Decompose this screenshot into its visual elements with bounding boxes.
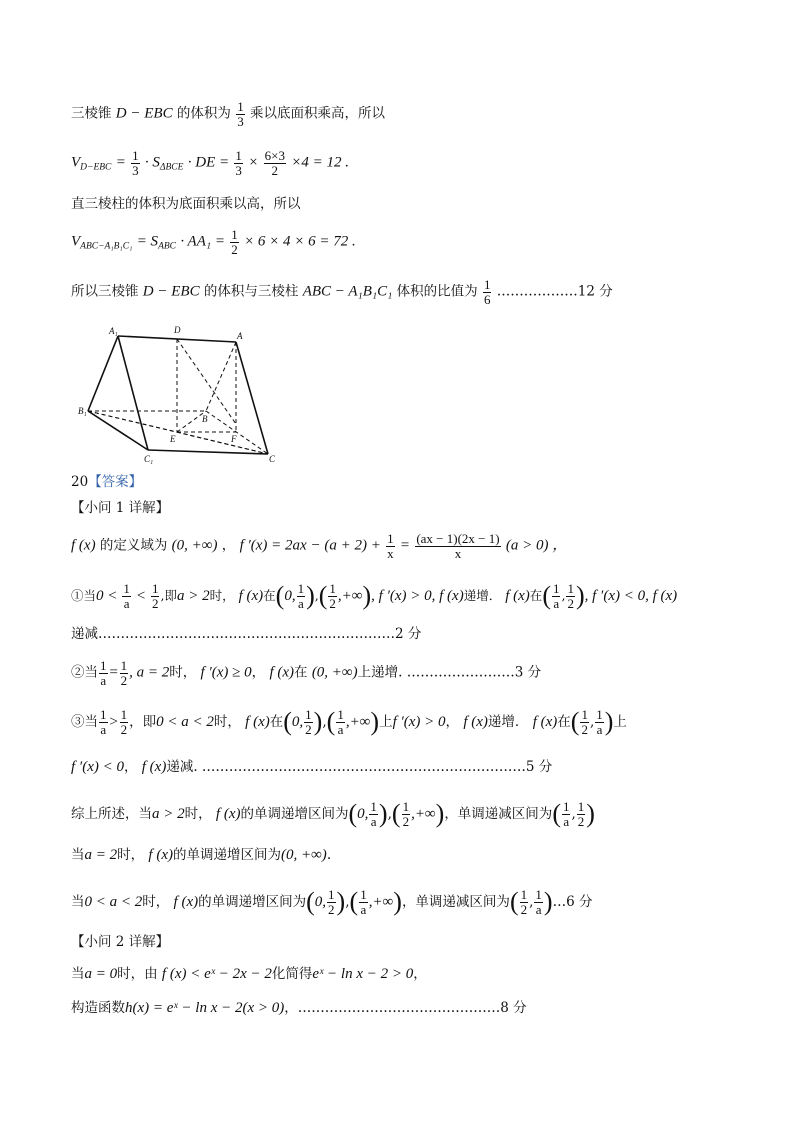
text: 在 — [263, 587, 276, 603]
case-3: ③当 $\frac{1}{a}$ > $\frac{1}{2}$ ，即0 < a < 2时， f (x)在(0, $\frac{1}{2}$ ),( $\frac{1}{a}$ ,+∞)上f ′(x) > 0， f (x)递增． f (x)在( $\frac{1}{2}$ , $\frac{1}{a}$ )上 — [71, 707, 627, 737]
text: ， — [221, 537, 236, 554]
bracket: ) — [362, 581, 372, 610]
math: 0 < a < 2 — [156, 713, 214, 730]
text: 时， — [117, 847, 145, 863]
question-20-heading — [71, 474, 142, 491]
text: 上 — [613, 713, 627, 730]
fraction: $\frac{1}{2}$ — [151, 581, 159, 611]
math: 0, — [357, 805, 369, 822]
math: (0, +∞) — [311, 664, 358, 681]
fraction: $\frac{1}{a}$ — [370, 799, 377, 829]
math: 0, — [284, 587, 296, 604]
math: ,+∞ — [345, 713, 371, 730]
fraction: $\frac{1}{a}$ — [123, 581, 130, 611]
part-2-header: 【小问 2 详解】 — [71, 934, 170, 950]
bracket: ) — [313, 707, 323, 736]
math: , f ′(x) > 0, f (x) — [371, 587, 464, 604]
math: , a = 2 — [129, 664, 170, 681]
case-1-decreasing: 递减…………………………………………………………2 分 — [71, 626, 422, 642]
label-e: E — [170, 434, 176, 444]
equation-prism-volume — [71, 228, 356, 256]
label-b1: B₁ — [78, 406, 87, 416]
math: f (x) — [269, 664, 295, 681]
fraction: $\frac{1}{2}$ — [567, 581, 574, 611]
bracket: ( — [283, 707, 292, 736]
fraction: $\frac{1}{a}$ — [297, 581, 305, 611]
text: 上 — [379, 713, 393, 730]
math: 0, — [314, 893, 327, 910]
text: , — [314, 587, 319, 603]
text: 的体积与三棱柱 — [203, 283, 299, 300]
math: f (x) — [215, 805, 241, 822]
math-sub: ΔBCE — [159, 162, 184, 173]
bracket: ) — [378, 799, 388, 828]
math-aa: · AA₁ = — [180, 233, 225, 250]
text: 在 — [529, 587, 543, 603]
math: (0, +∞) — [281, 847, 327, 863]
fraction: $\frac{1}{a}$ — [562, 799, 570, 829]
bracket: ( — [509, 887, 519, 916]
bracket: ) — [336, 887, 346, 916]
math-v: V — [71, 233, 81, 250]
math: ,+∞ — [337, 587, 363, 604]
fraction: $\frac{1}{2}$ — [329, 581, 336, 611]
text: 体积的比值为 — [396, 283, 478, 300]
math: < — [135, 587, 146, 604]
math-expression: D − EBC — [115, 105, 173, 122]
score-marker: ………………12 分 — [496, 283, 613, 300]
bracket: ( — [570, 707, 580, 736]
fraction: $\frac{1}{2}$ — [328, 887, 335, 917]
math: f (x) — [532, 713, 558, 730]
text: 综上所述，当 — [71, 805, 152, 822]
text: ， — [251, 664, 266, 681]
text: 化简得 — [271, 966, 313, 982]
fraction: $\frac{1}{2}$ — [577, 799, 585, 829]
bracket: ( — [391, 799, 401, 828]
math: , f ′(x) < 0, f (x) — [584, 587, 678, 604]
bracket: ( — [306, 887, 315, 916]
math: f ′(x) ≥ 0 — [200, 664, 252, 681]
summary-case-a-lt-2: 当0 < a < 2时， f (x)的单调递增区间为(0, $\frac{1}{2}$ ),( $\frac{1}{a}$ ,+∞)，单调递减区间为( $\frac{1}{2}$ , $\frac{1}{a}$ )…6 分 — [71, 887, 593, 917]
text: ,即 — [160, 587, 177, 603]
text: 当 — [71, 893, 85, 910]
text: ③当 — [71, 713, 98, 730]
math: a = 0 — [84, 966, 118, 982]
fraction: $\frac{1}{a}$ — [535, 887, 542, 917]
text: . — [326, 847, 332, 863]
summary-case-a-eq-2 — [71, 846, 331, 865]
math: a > 2 — [152, 805, 185, 822]
text: 三棱锥 — [71, 105, 112, 122]
label-f: F — [231, 434, 237, 444]
math: 0 < a < 2 — [84, 893, 143, 910]
fraction: $\frac{1}{2}$ — [305, 707, 312, 737]
math-sub: ABC−A₁B₁C₁ — [80, 241, 133, 252]
text: 当 — [71, 966, 85, 982]
math: = — [108, 664, 119, 681]
text: 构造函数 — [71, 1000, 125, 1016]
text: ②当 — [71, 664, 98, 681]
fraction: $\frac{1}{6}$ — [483, 277, 491, 307]
equation-pyramid-volume — [71, 149, 349, 177]
text: 所以三棱锥 — [71, 283, 139, 300]
math: f (x) — [238, 587, 264, 604]
text: 在 — [557, 713, 571, 730]
label-d: D — [174, 325, 181, 335]
text: 递减. ………………………………………………………………5 分 — [166, 759, 553, 775]
fraction: $\frac{1}{3}$ — [235, 148, 242, 178]
bracket: ) — [435, 799, 445, 828]
bracket: ( — [275, 581, 285, 610]
label-a1: A₁ — [109, 326, 118, 336]
bracket: ( — [326, 707, 336, 736]
summary-case-a-gt-2: 综上所述，当a > 2时， f (x)的单调递增区间为(0, $\frac{1}{a}$ ),( $\frac{1}{2}$ ,+∞)，单调递减区间为( $\frac{1}{a}$ , $\frac{1}{2}$ ) — [71, 799, 595, 829]
math: f (x) — [173, 893, 199, 910]
label-b: B — [202, 414, 208, 424]
bracket: ) — [370, 707, 380, 736]
edge-a1-b1 — [88, 336, 118, 411]
text: ，即 — [129, 713, 157, 730]
math: (0, +∞) — [171, 537, 218, 554]
text: 的定义域为 — [99, 537, 168, 554]
text: 时， — [213, 713, 241, 730]
case-1: ①当0 < $\frac{1}{a}$ < $\frac{1}{2}$ ,即a > 2时， f (x)在(0, $\frac{1}{a}$ ),( $\frac{1}{2}$ ,+∞), f ′(x) > 0, f (x)递增． f (x)在( $\frac{1}{a}$ , $\frac{1}{2}$ ), f ′(x) < 0, f (x) — [71, 581, 678, 611]
fraction: $\frac{1}{a}$ — [552, 581, 560, 611]
bracket: ( — [318, 581, 328, 610]
text: 递增． — [463, 587, 502, 603]
math: a > 2 — [176, 587, 210, 604]
edge-a-c — [236, 342, 268, 454]
question-number: 20 — [71, 474, 89, 490]
fraction: $\frac{1}{a}$ — [100, 658, 107, 688]
text: 递增． — [487, 713, 529, 730]
part-2-simplification — [71, 965, 427, 984]
text: , — [387, 805, 392, 822]
domain-and-derivative — [71, 532, 567, 560]
fraction: $\frac{1}{2}$ — [581, 707, 588, 737]
text: 的单调递增区间为 — [198, 893, 307, 910]
bracket: ( — [349, 887, 359, 916]
math-tail: × 6 × 4 × 6 = 72 . — [244, 233, 356, 250]
math-times: × — [248, 154, 259, 171]
fraction: $\frac{1}{2}$ — [120, 658, 128, 688]
text: 的体积为 — [176, 105, 231, 122]
fraction: $\frac{6\times 3}{2}$ — [264, 148, 285, 178]
fraction: $\frac{(ax - 1)(2x - 1)}{x}$ — [416, 531, 500, 561]
case-2 — [71, 659, 541, 687]
text: 的单调递增区间为 — [173, 847, 281, 863]
text: ，单调递减区间为 — [401, 893, 510, 910]
answer-label: 【答案】 — [88, 474, 143, 490]
bracket: ) — [393, 887, 402, 916]
fraction: $\frac{1}{a}$ — [360, 887, 367, 917]
math: f ′(x) = 2ax − (a + 2) + — [239, 537, 381, 554]
math: ,+∞ — [411, 805, 436, 822]
math: f (x) — [505, 587, 530, 604]
edge-c1-c — [148, 450, 268, 454]
fraction: $\frac{1}{x}$ — [387, 531, 394, 561]
label-c: C — [269, 454, 276, 464]
text: 时， — [184, 805, 212, 822]
math: f (x) — [245, 713, 270, 730]
fraction: $\frac{1}{3}$ — [237, 99, 244, 129]
math: f (x) — [141, 759, 167, 775]
text: 在 — [294, 664, 308, 681]
text: 时，由 — [117, 966, 158, 982]
text: , — [322, 713, 327, 730]
text: ，单调递减区间为 — [444, 805, 553, 822]
fraction: $\frac{1}{a}$ — [337, 707, 344, 737]
bracket: ) — [586, 799, 595, 828]
math: eˣ − ln x − 2 > 0 — [312, 966, 414, 982]
text: 的单调递增区间为 — [240, 805, 349, 822]
fraction: $\frac{1}{2}$ — [231, 227, 238, 257]
math: > — [108, 713, 119, 730]
math-sub: D−EBC — [80, 162, 112, 173]
math: 0 < — [96, 587, 118, 604]
volume-statement-pyramid — [71, 100, 385, 128]
math-expression: ABC − A₁B₁C₁ — [302, 283, 393, 300]
math-s: = S — [136, 233, 159, 250]
text: 时， — [169, 664, 197, 681]
math: f (x) — [463, 713, 488, 730]
math-de: · DE = — [187, 154, 230, 171]
math: f (x) < eˣ − 2x − 2 — [161, 966, 272, 982]
score-marker: …6 分 — [552, 893, 593, 910]
math: f ′(x) > 0 — [392, 713, 446, 730]
fraction: $\frac{1}{2}$ — [520, 887, 528, 917]
math: 0, — [291, 713, 304, 730]
math-eq: = — [115, 154, 126, 171]
prism-figure — [78, 322, 288, 464]
math-tail: ×4 = 12 . — [291, 154, 350, 171]
label-a: A — [237, 331, 243, 341]
text: 时， — [142, 893, 170, 910]
math-sub: ABC — [158, 241, 177, 252]
text: 在 — [269, 713, 284, 730]
fraction: $\frac{1}{3}$ — [132, 148, 139, 178]
fraction: $\frac{1}{2}$ — [402, 799, 410, 829]
text: ， — [123, 759, 138, 775]
label-c1: C₁ — [144, 454, 154, 464]
math: a = 2 — [84, 847, 118, 863]
text: ， — [413, 966, 427, 982]
part-2-construct-function — [71, 999, 527, 1018]
bracket: ) — [604, 707, 614, 736]
volume-statement-prism: 直三棱柱的体积为底面积乘以高，所以 — [71, 196, 301, 212]
fraction: $\frac{1}{a}$ — [100, 707, 107, 737]
math: (a > 0) ， — [505, 537, 568, 554]
math: ,+∞ — [368, 893, 394, 910]
math-v: V — [71, 154, 81, 171]
bracket: ( — [348, 799, 358, 828]
math: f (x) — [148, 847, 173, 863]
volume-ratio-statement — [71, 278, 613, 306]
bracket: ) — [575, 581, 585, 610]
math: h(x) = eˣ − ln x − 2(x > 0) — [125, 1000, 285, 1016]
fraction: $\frac{1}{a}$ — [596, 707, 603, 737]
edge-a-b — [206, 342, 236, 411]
bracket: ( — [552, 799, 561, 828]
case-3-decreasing — [71, 758, 552, 777]
part-1-header: 【小问 1 详解】 — [71, 500, 170, 516]
text: 当 — [71, 847, 85, 863]
bracket: ( — [542, 581, 551, 610]
math-s: · S — [144, 154, 160, 171]
text: ， — [445, 713, 460, 730]
math: f (x) — [71, 537, 96, 554]
text: ，………………………………………8 分 — [284, 1000, 527, 1016]
bracket: ) — [543, 887, 553, 916]
math: f ′(x) < 0 — [71, 759, 124, 775]
text: ①当 — [71, 587, 97, 603]
text: 乘以底面积乘高，所以 — [249, 105, 385, 122]
math-expression: D − EBC — [142, 283, 200, 300]
text: , — [345, 893, 350, 910]
text: 时， — [209, 587, 235, 603]
fraction: $\frac{1}{2}$ — [120, 707, 128, 737]
text: 上递增. ……………………3 分 — [357, 664, 542, 681]
math: = — [399, 537, 411, 554]
bracket: ) — [306, 581, 315, 610]
